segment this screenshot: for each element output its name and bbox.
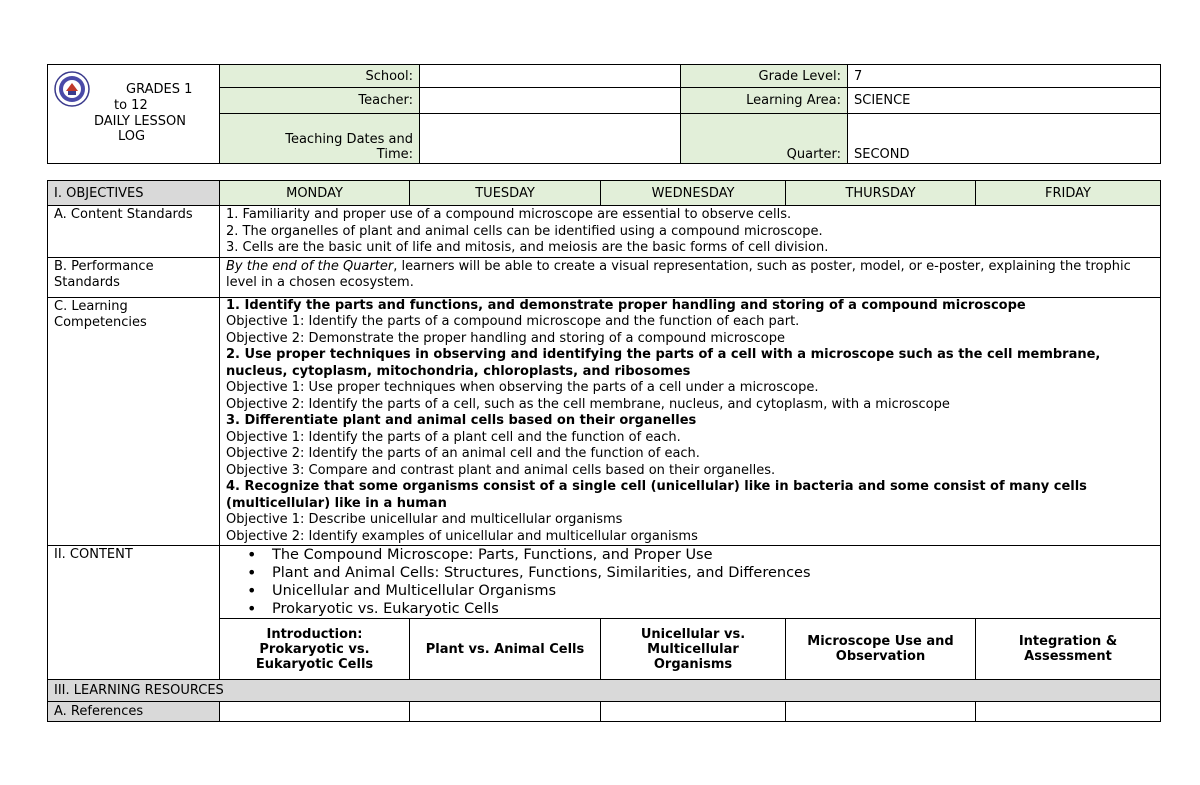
school-label: School: [220,65,420,88]
content-standards-label: A. Content Standards [48,206,220,258]
objective-3-2: Objective 2: Identify the parts of an animal cell and the function of each. [226,446,700,461]
content-bullet-3: • Unicellular and Multicellular Organisms [272,582,1154,600]
thursday-topic: Microscope Use and Observation [786,619,976,680]
references-friday[interactable] [976,702,1161,722]
performance-standards-text [220,257,1161,297]
objective-3-1: Objective 1: Identify the parts of a plant cell and the function of each. [226,429,681,445]
friday-topic: Integration & Assessment [976,619,1161,680]
references-thursday[interactable] [786,702,976,722]
day-tuesday: TUESDAY [410,181,601,206]
content-bullet-1: • The Compound Microscope: Parts, Functions, and Proper Use [272,546,1154,564]
teaching-dates-label-line2: Time: [376,147,413,162]
content-standard-1: 1. Familiarity and proper use of a compound microscope are essential to observe cells. [226,207,792,222]
teaching-dates-field[interactable] [420,114,681,164]
monday-topic: Introduction: Prokaryotic vs. Eukaryotic Cells [220,619,410,680]
competency-2: 2. Use proper techniques in observing and identifying the parts of a cell with a microscope such as the cell membrane, nucleus, cytoplasm, mitochondria, chloroplasts, and ribosomes [226,347,1101,379]
day-wednesday: WEDNESDAY [601,181,786,206]
deped-seal-icon [54,71,90,107]
references-label: A. References [48,702,220,722]
quarter-field[interactable]: SECOND [848,114,1161,164]
grades-line1: GRADES 1 [126,82,193,97]
references-wednesday[interactable] [601,702,786,722]
learning-area-label: Learning Area: [681,88,848,114]
grades-line2: to 12 [114,98,148,113]
content-topics [220,546,1161,619]
objective-4-1: Objective 1: Describe unicellular and multicellular organisms [226,512,623,527]
dll-title [94,82,209,144]
references-monday[interactable] [220,702,410,722]
performance-italic: By the end of the Quarter [226,258,394,274]
objective-4-2: Objective 2: Identify examples of unicellular and multicellular organisms [226,528,698,544]
lesson-table [47,180,1161,722]
content-bullet-2: • Plant and Animal Cells: Structures, Functions, Similarities, and Differences [272,564,1154,582]
content-label: II. CONTENT [48,546,220,680]
teacher-field[interactable] [420,88,681,114]
objective-2-2: Objective 2: Identify the parts of a cell, such as the cell membrane, nucleus, and cytoplasm, with a microscope [226,396,950,412]
competency-3: 3. Differentiate plant and animal cells based on their organelles [226,413,697,428]
day-thursday: THURSDAY [786,181,976,206]
competencies-label-line2: Competencies [54,314,147,330]
performance-standards-label [48,257,220,297]
competency-4: 4. Recognize that some organisms consist of a single cell (unicellular) like in bacteria and some consist of many cells (multicellular) like in a human [226,479,1087,511]
performance-label-line2: Standards [54,274,120,290]
objectives-heading: I. OBJECTIVES [48,181,220,206]
header-table [47,64,1161,164]
learning-area-field[interactable]: SCIENCE [848,88,1161,114]
objective-3-3: Objective 3: Compare and contrast plant and animal cells based on their organelles. [226,462,776,478]
content-standard-3: 3. Cells are the basic unit of life and mitosis, and meiosis are the basic forms of cell division. [226,240,829,255]
content-standard-2: 2. The organelles of plant and animal cells can be identified using a compound microscope. [226,223,823,239]
tuesday-topic: Plant vs. Animal Cells [410,619,601,680]
deped-logo-cell [48,65,220,164]
grade-level-label: Grade Level: [681,65,848,88]
teaching-dates-label [220,114,420,164]
competencies-label-line1: C. Learning [54,298,128,314]
daily-line2: LOG [118,129,146,144]
day-monday: MONDAY [220,181,410,206]
teaching-dates-label-line1: Teaching Dates and [285,132,413,147]
wednesday-topic: Unicellular vs. Multicellular Organisms [601,619,786,680]
objective-1-1: Objective 1: Identify the parts of a compound microscope and the function of each part. [226,314,800,329]
content-bullet-list [226,546,1154,618]
objective-2-1: Objective 1: Use proper techniques when observing the parts of a cell under a microscope. [226,380,819,395]
learning-resources-heading: III. LEARNING RESOURCES [48,680,1161,702]
performance-rest: , learners will be able to create a visual representation, such as poster, model, or e-poster, explaining the trophic level in a chosen ecosystem. [226,258,1131,290]
content-standards-text [220,206,1161,258]
grade-level-field[interactable]: 7 [848,65,1161,88]
performance-label-line1: B. Performance [54,258,154,274]
daily-line1: DAILY LESSON [94,114,187,129]
learning-competencies-list [220,297,1161,546]
content-bullet-4: • Prokaryotic vs. Eukaryotic Cells [272,600,1154,618]
competency-1: 1. Identify the parts and functions, and demonstrate proper handling and storing of a compound microscope [226,297,1026,313]
references-tuesday[interactable] [410,702,601,722]
learning-competencies-label [48,297,220,546]
school-field[interactable] [420,65,681,88]
day-friday: FRIDAY [976,181,1161,206]
quarter-label: Quarter: [681,114,848,164]
teacher-label: Teacher: [220,88,420,114]
objective-1-2: Objective 2: Demonstrate the proper handling and storing of a compound microscope [226,330,785,346]
